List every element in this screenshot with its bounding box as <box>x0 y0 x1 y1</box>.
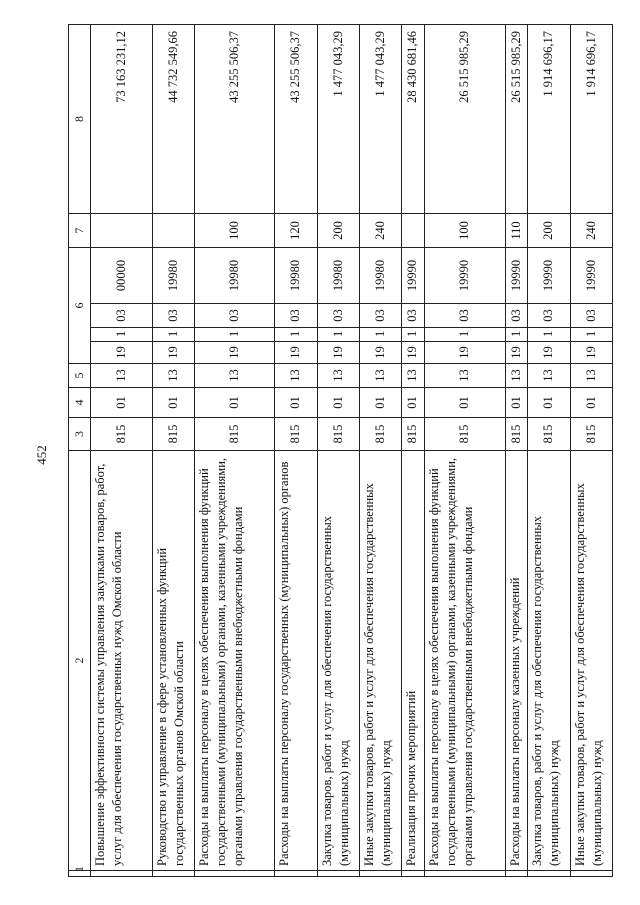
expense-type-cell <box>91 214 152 248</box>
subsection-cell: 13 <box>402 364 424 388</box>
target-subprogram-cell: 1 <box>570 328 612 342</box>
row-name-cell: Расходы на выплаты персоналу в целях обеспечения выполнения функций государственными (муниципальными) органами, казенными учреждениями, органами управления государственными внебюджетными фондами <box>194 451 274 871</box>
target-program-cell: 19 <box>402 342 424 364</box>
amount-cell: 43 255 506,37 <box>194 25 274 214</box>
target-program-cell: 19 <box>570 342 612 364</box>
subsection-cell: 13 <box>317 364 359 388</box>
code-815-cell: 815 <box>194 418 274 451</box>
target-program-cell: 19 <box>152 342 194 364</box>
target-program-cell: 19 <box>424 342 505 364</box>
target-program-cell: 19 <box>194 342 274 364</box>
row-name-cell: Иные закупки товаров, работ и услуг для обеспечения государственных (муниципальных) нужд <box>570 451 612 871</box>
code-815-cell: 815 <box>359 418 401 451</box>
amount-cell: 26 515 985,29 <box>424 25 505 214</box>
amount-cell: 1 914 696,17 <box>528 25 570 214</box>
section-cell: 01 <box>317 388 359 418</box>
target-program-cell: 19 <box>359 342 401 364</box>
row-name-cell: Руководство и управление в сфере установленных функций государственных органов Омской области <box>152 451 194 871</box>
target-measure-cell: 03 <box>424 304 505 328</box>
table-row <box>528 25 570 877</box>
section-cell: 01 <box>152 388 194 418</box>
section-cell: 01 <box>402 388 424 418</box>
target-subprogram-cell: 1 <box>152 328 194 342</box>
target-subprogram-cell: 1 <box>91 328 152 342</box>
target-subprogram-cell: 1 <box>505 328 527 342</box>
code-815-cell: 815 <box>91 418 152 451</box>
row-name-cell: Расходы на выплаты персоналу в целях обеспечения выполнения функций государственными (муниципальными) органами, казенными учреждениями, органами управления государственными внебюджетными фондами <box>424 451 505 871</box>
subsection-cell: 13 <box>194 364 274 388</box>
target-direction-cell: 19990 <box>424 248 505 304</box>
target-subprogram-cell: 1 <box>194 328 274 342</box>
subsection-cell: 13 <box>91 364 152 388</box>
section-cell: 01 <box>275 388 317 418</box>
table-row <box>505 25 527 877</box>
target-program-cell: 19 <box>275 342 317 364</box>
code-815-cell: 815 <box>402 418 424 451</box>
expense-type-cell <box>402 214 424 248</box>
target-direction-cell: 19980 <box>317 248 359 304</box>
header-cell-4: 4 <box>69 388 91 418</box>
row-index-cell <box>570 871 612 877</box>
target-subprogram-cell: 1 <box>528 328 570 342</box>
table-row <box>317 25 359 877</box>
row-index-cell <box>152 871 194 877</box>
target-measure-cell: 03 <box>275 304 317 328</box>
section-cell: 01 <box>359 388 401 418</box>
code-815-cell: 815 <box>505 418 527 451</box>
code-815-cell: 815 <box>317 418 359 451</box>
expense-type-cell: 120 <box>275 214 317 248</box>
row-name-cell: Расходы на выплаты персоналу государственных (муниципальных) органов <box>275 451 317 871</box>
subsection-cell: 13 <box>359 364 401 388</box>
row-index-cell <box>275 871 317 877</box>
subsection-cell: 13 <box>570 364 612 388</box>
target-program-cell: 19 <box>91 342 152 364</box>
target-measure-cell: 03 <box>528 304 570 328</box>
subsection-cell: 13 <box>275 364 317 388</box>
amount-cell: 26 515 985,29 <box>505 25 527 214</box>
amount-cell: 1 477 043,29 <box>359 25 401 214</box>
target-direction-cell: 19980 <box>152 248 194 304</box>
header-cell-3: 3 <box>69 418 91 451</box>
code-815-cell: 815 <box>275 418 317 451</box>
target-direction-cell: 19980 <box>275 248 317 304</box>
target-subprogram-cell: 1 <box>424 328 505 342</box>
amount-cell: 73 163 231,12 <box>91 25 152 214</box>
row-index-cell <box>317 871 359 877</box>
code-815-cell: 815 <box>528 418 570 451</box>
row-name-cell: Реализация прочих мероприятий <box>402 451 424 871</box>
row-index-cell <box>505 871 527 877</box>
amount-cell: 1 477 043,29 <box>317 25 359 214</box>
expense-type-cell: 110 <box>505 214 527 248</box>
target-measure-cell: 03 <box>402 304 424 328</box>
target-subprogram-cell: 1 <box>317 328 359 342</box>
target-subprogram-cell: 1 <box>402 328 424 342</box>
header-cell-1: 1 <box>69 871 91 877</box>
target-direction-cell: 19990 <box>570 248 612 304</box>
target-direction-cell: 19980 <box>194 248 274 304</box>
header-cell-5: 5 <box>69 364 91 388</box>
row-name-cell: Закупка товаров, работ и услуг для обеспечения государственных (муниципальных) нужд <box>317 451 359 871</box>
table-row <box>570 25 612 877</box>
table-row <box>359 25 401 877</box>
header-cell-7: 7 <box>69 214 91 248</box>
target-measure-cell: 03 <box>317 304 359 328</box>
target-direction-cell: 19990 <box>505 248 527 304</box>
target-subprogram-cell: 1 <box>359 328 401 342</box>
row-name-cell: Расходы на выплаты персоналу казенных учреждений <box>505 451 527 871</box>
target-program-cell: 19 <box>505 342 527 364</box>
subsection-cell: 13 <box>424 364 505 388</box>
expense-type-cell <box>152 214 194 248</box>
amount-cell: 44 732 549,66 <box>152 25 194 214</box>
table-row <box>275 25 317 877</box>
target-direction-cell: 19990 <box>402 248 424 304</box>
expense-type-cell: 100 <box>424 214 505 248</box>
section-cell: 01 <box>528 388 570 418</box>
section-cell: 01 <box>91 388 152 418</box>
expense-type-cell: 240 <box>359 214 401 248</box>
section-cell: 01 <box>424 388 505 418</box>
subsection-cell: 13 <box>528 364 570 388</box>
row-index-cell <box>359 871 401 877</box>
amount-cell: 1 914 696,17 <box>570 25 612 214</box>
row-index-cell <box>402 871 424 877</box>
page-number: 452 <box>34 445 49 465</box>
row-name-cell: Повышение эффективности системы управления закупками товаров, работ, услуг для обеспечения государственных нужд Омской области <box>91 451 152 871</box>
target-program-cell: 19 <box>528 342 570 364</box>
amount-cell: 43 255 506,37 <box>275 25 317 214</box>
row-index-cell <box>528 871 570 877</box>
target-direction-cell: 19990 <box>528 248 570 304</box>
rotated-table-container <box>68 25 613 877</box>
table-row <box>424 25 505 877</box>
amount-cell: 28 430 681,46 <box>402 25 424 214</box>
subsection-cell: 13 <box>505 364 527 388</box>
target-direction-cell: 19980 <box>359 248 401 304</box>
row-index-cell <box>424 871 505 877</box>
expense-type-cell: 200 <box>528 214 570 248</box>
row-index-cell <box>91 871 152 877</box>
target-measure-cell: 03 <box>570 304 612 328</box>
section-cell: 01 <box>570 388 612 418</box>
code-815-cell: 815 <box>424 418 505 451</box>
target-measure-cell: 03 <box>359 304 401 328</box>
header-cell-6: 6 <box>69 248 91 364</box>
section-cell: 01 <box>505 388 527 418</box>
section-cell: 01 <box>194 388 274 418</box>
code-815-cell: 815 <box>152 418 194 451</box>
header-row <box>69 25 91 877</box>
target-measure-cell: 03 <box>505 304 527 328</box>
target-program-cell: 19 <box>317 342 359 364</box>
target-subprogram-cell: 1 <box>275 328 317 342</box>
header-cell-8: 8 <box>69 25 91 214</box>
budget-table <box>68 24 613 877</box>
target-measure-cell: 03 <box>194 304 274 328</box>
table-row <box>194 25 274 877</box>
expense-type-cell: 200 <box>317 214 359 248</box>
row-name-cell: Иные закупки товаров, работ и услуг для обеспечения государственных (муниципальных) нужд <box>359 451 401 871</box>
target-direction-cell: 00000 <box>91 248 152 304</box>
row-index-cell <box>194 871 274 877</box>
table-row <box>152 25 194 877</box>
expense-type-cell: 100 <box>194 214 274 248</box>
expense-type-cell: 240 <box>570 214 612 248</box>
target-measure-cell: 03 <box>152 304 194 328</box>
table-row <box>402 25 424 877</box>
row-name-cell: Закупка товаров, работ и услуг для обеспечения государственных (муниципальных) нужд <box>528 451 570 871</box>
subsection-cell: 13 <box>152 364 194 388</box>
header-cell-2: 2 <box>69 451 91 871</box>
table-row <box>91 25 152 877</box>
target-measure-cell: 03 <box>91 304 152 328</box>
code-815-cell: 815 <box>570 418 612 451</box>
